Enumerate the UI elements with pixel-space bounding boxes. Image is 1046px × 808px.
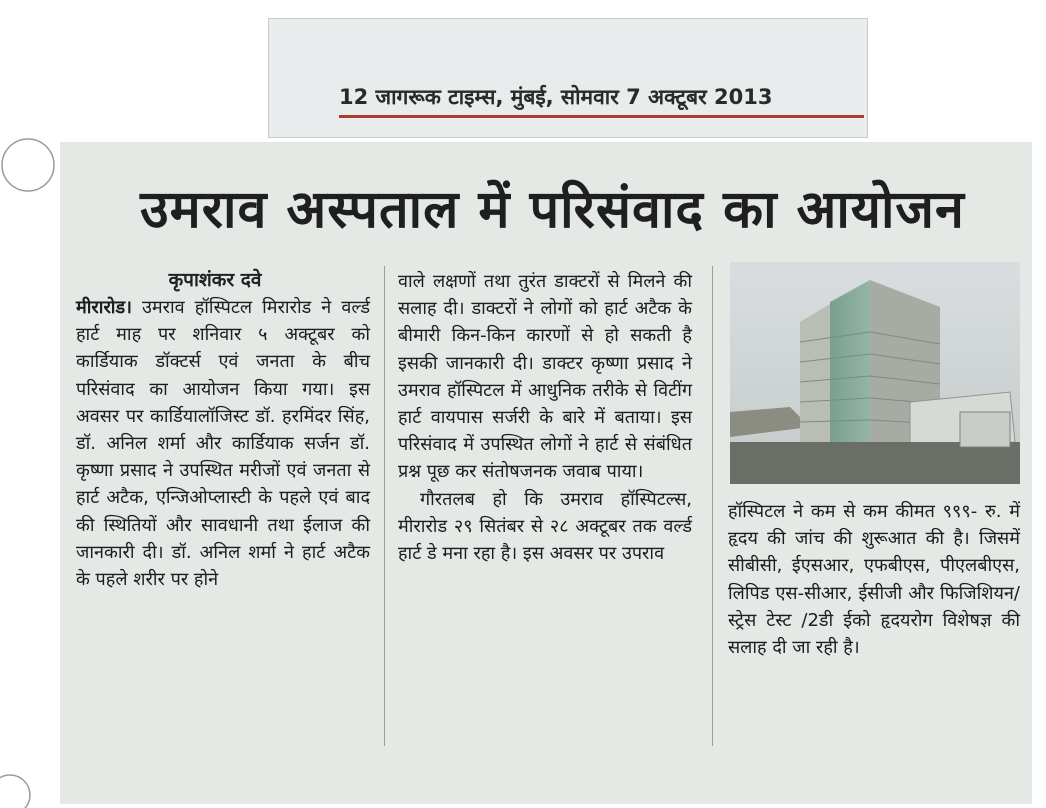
article-column-2 (398, 268, 692, 567)
article-column-3 (728, 498, 1020, 661)
column-2-paragraph-1: वाले लक्षणों तथा तुरंत डाक्टरों से मिलने की सलाह दी। डाक्टरों ने लोगों को हार्ट अटैक के बीमारी किन-किन कारणों से हो सकती है इसकी जानकारी दी। डाक्टर कृष्णा प्रसाद ने उमराव हॉस्पिटल में आधुनिक तरीके से विटींग हार्ट वायपास सर्जरी के बारे में बताया। इस परिसंवाद में उपस्थित लोगों ने हार्ट से संबंधित प्रश्न पूछ कर संतोषजनक जवाब पाया। (398, 271, 692, 483)
article-clipping (60, 142, 1032, 804)
article-byline: कृपाशंकर दवे (168, 269, 262, 291)
binder-hole-bottom (0, 775, 30, 808)
hospital-building-image (730, 262, 1020, 484)
binder-holes (0, 0, 60, 808)
article-dateline: मीरारोड। (76, 297, 132, 318)
binder-hole-top (2, 139, 54, 191)
masthead-rule (339, 115, 864, 118)
column-divider-1 (384, 266, 385, 746)
column-1-text: उमराव हॉस्पिटल मिरारोड ने वर्ल्ड हार्ट माह पर शनिवार ५ अक्टूबर को कार्डियाक डॉक्टर्स एवं जनता के बीच परिसंवाद का आयोजन किया गया। इस अवसर पर कार्डियालॉजिस्ट डॉ. हरमिंदर सिंह, डॉ. अनिल शर्मा और कार्डियाक सर्जन डॉ. कृष्णा प्रसाद ने उपस्थित मरीजों एवं जनता से हार्ट अटैक, एन्जिओप्लास्टी के पहले एवं बाद की स्थितियों और सावधानी तथा ईलाज की जानकारी दी। डॉ. अनिल शर्मा ने हार्ट अटैक के पहले शरीर पर होने (76, 297, 370, 591)
clipped-bottom-text (60, 782, 1020, 808)
column-3-text: हॉस्पिटल ने कम से कम कीमत ९९९- रु. में हृदय की जांच की शुरूआत की है। जिसमें सीबीसी, ईएसआर, एफबीएस, पीएलबीएस, लिपिड एस-सीआर, ईसीजी और फिजिशियन/स्ट्रेस टेस्ट /2डी ईको हृदयरोग विशेषज्ञ की सलाह दी जा रही है। (728, 501, 1020, 659)
masthead-strip (268, 18, 868, 138)
column-2-paragraph-2: गौरतलब हो कि उमराव हॉस्पिटल्स, मीरारोड २९ सितंबर से २८ अक्टूबर तक वर्ल्ड हार्ट डे मना रहा है। इस अवसर पर उपराव (398, 488, 692, 565)
masthead-dateline: 12 जागरूक टाइम्स, मुंबई, सोमवार 7 अक्टूबर 2013 (339, 85, 773, 109)
article-headline: उमराव अस्पताल में परिसंवाद का आयोजन (140, 180, 965, 240)
column-divider-2 (712, 266, 713, 746)
article-column-1 (76, 294, 370, 593)
hospital-building-photo (730, 262, 1020, 484)
